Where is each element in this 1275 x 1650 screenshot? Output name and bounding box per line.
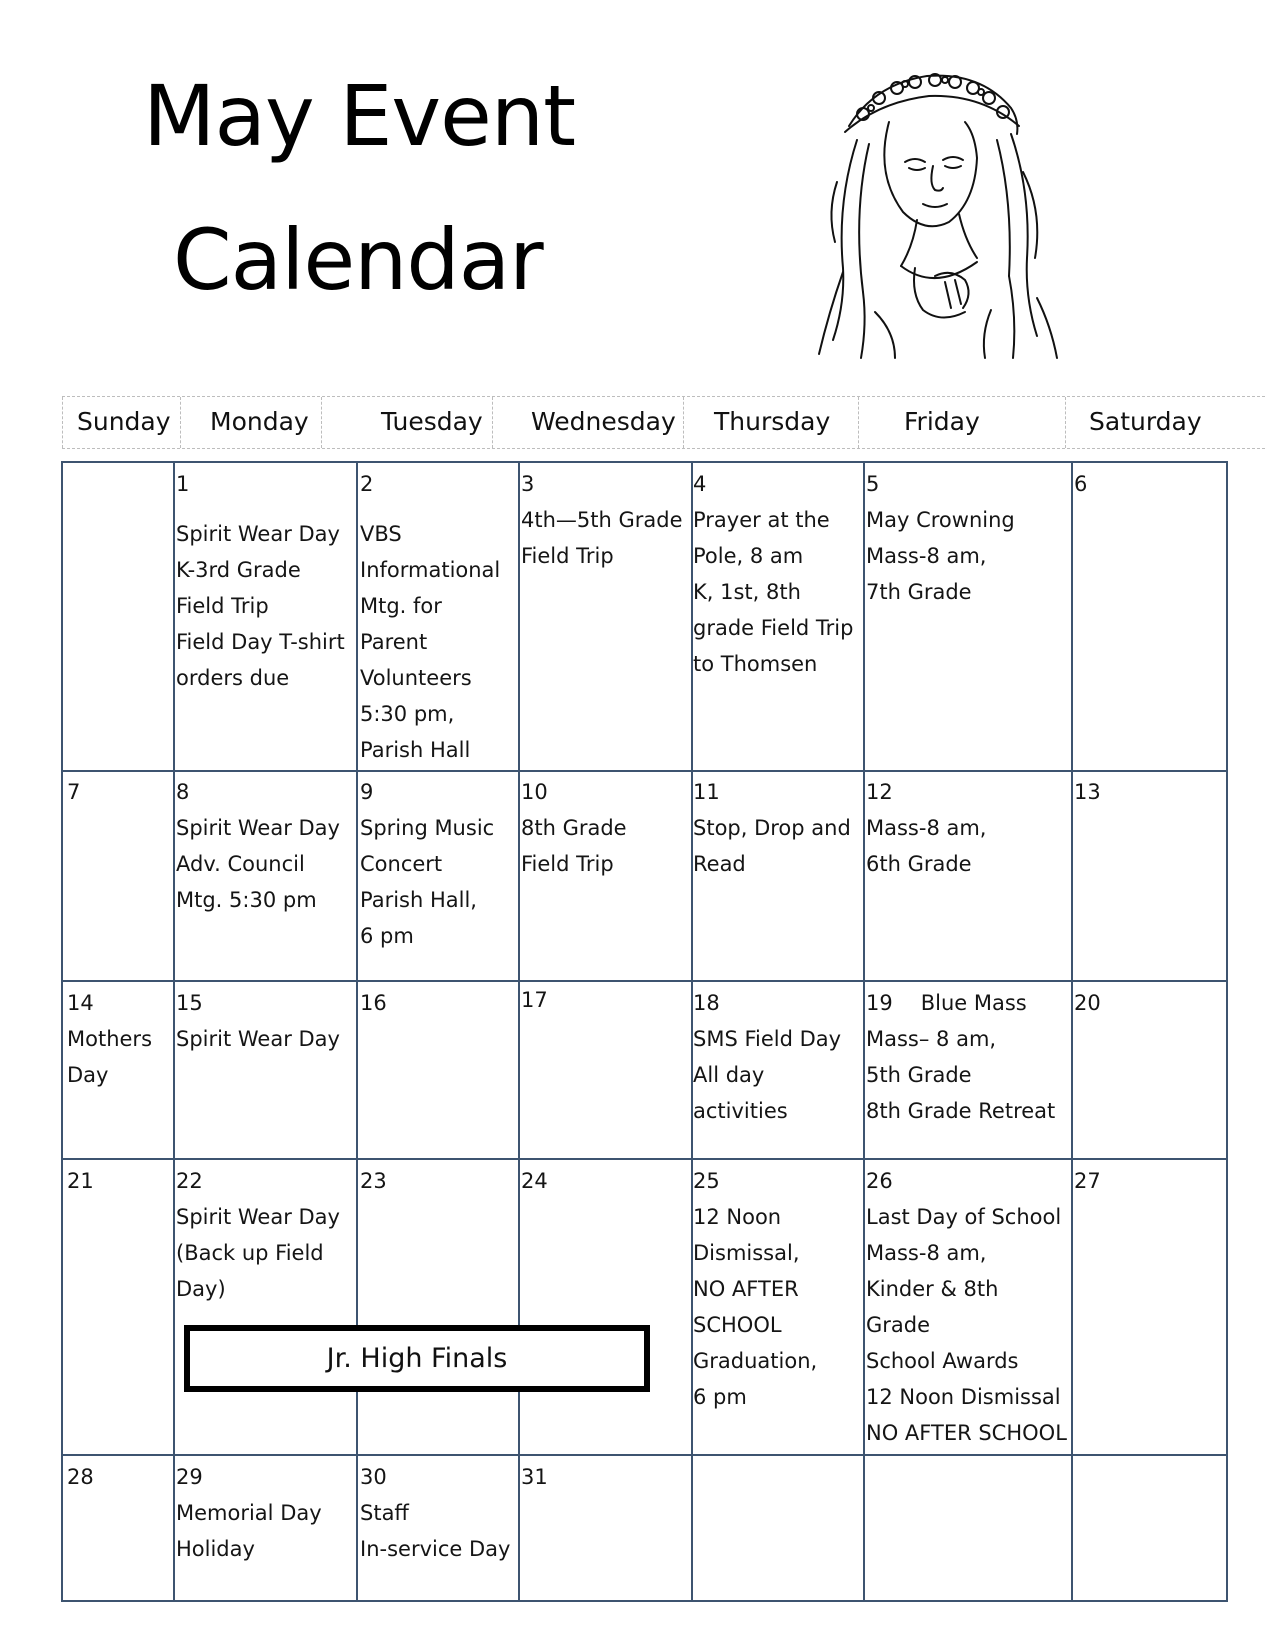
weekday-header: Sunday: [62, 397, 180, 448]
grid-line: [63, 980, 1226, 982]
event-line: 6th Grade: [866, 852, 972, 876]
day-cell-20: [1074, 985, 1101, 1021]
day-number: 14: [67, 991, 94, 1015]
day-cell-24: [521, 1163, 548, 1199]
day-cell-14: [67, 985, 152, 1093]
jr-high-finals-banner: Jr. High Finals: [184, 1325, 650, 1392]
day-cell-17: [521, 982, 548, 1018]
event-line: Grade: [866, 1313, 931, 1337]
weekday-header: Thursday: [683, 397, 858, 448]
day-number: 29: [176, 1465, 203, 1489]
event-line: Day): [176, 1277, 226, 1301]
event-line: 12 Noon: [693, 1205, 782, 1229]
day-cell-5: [866, 466, 1015, 610]
day-number: 23: [360, 1169, 387, 1193]
weekday-header: Monday: [180, 397, 321, 448]
event-line: Concert: [360, 852, 443, 876]
day-number: 21: [67, 1169, 94, 1193]
day-cell-3: [521, 466, 683, 574]
grid-line: [356, 463, 358, 1600]
day-number: 27: [1074, 1169, 1101, 1193]
day-number: 25: [693, 1169, 720, 1193]
day-number: 11: [693, 780, 720, 804]
day-cell-7: [67, 774, 80, 810]
day-number: 17: [521, 988, 548, 1012]
event-line: Parish Hall: [360, 738, 471, 762]
day-cell-31: [521, 1459, 548, 1495]
event-line: 6 pm: [693, 1385, 747, 1409]
day-number: 1: [176, 472, 190, 496]
day-cell-6: [1074, 466, 1087, 502]
grid-line: [63, 1454, 1226, 1456]
event-inline: Blue Mass: [920, 991, 1027, 1015]
event-line: School Awards: [866, 1349, 1019, 1373]
event-line: Graduation,: [693, 1349, 818, 1373]
day-cell-25: [693, 1163, 817, 1415]
day-number: 3: [521, 472, 535, 496]
event-line: Last Day of School: [866, 1205, 1062, 1229]
day-number: 7: [67, 780, 81, 804]
weekday-header: Friday: [858, 397, 1065, 448]
day-cell-12: [866, 774, 986, 882]
event-line: (Back up Field: [176, 1241, 324, 1265]
day-cell-10: [521, 774, 627, 882]
event-line: VBS: [360, 522, 402, 546]
event-line: Spirit Wear Day: [176, 1205, 340, 1229]
event-line: K, 1st, 8th: [693, 580, 801, 604]
day-cell-8: [176, 774, 340, 918]
day-number-row: [866, 985, 1055, 1021]
day-cell-11: [693, 774, 851, 882]
day-number: 20: [1074, 991, 1101, 1015]
day-number: 16: [360, 991, 387, 1015]
event-line: K-3rd Grade: [176, 558, 301, 582]
event-line: Pole, 8 am: [693, 544, 804, 568]
event-line: Parish Hall,: [360, 888, 477, 912]
grid-line: [1071, 463, 1073, 1600]
virgin-mary-crowned-icon: [805, 62, 1065, 362]
day-cell-29: [176, 1459, 322, 1567]
day-number: 15: [176, 991, 203, 1015]
event-line: Mass-8 am,: [866, 1241, 987, 1265]
day-number: 13: [1074, 780, 1101, 804]
event-line: NO AFTER: [693, 1277, 799, 1301]
event-line: Dismissal,: [693, 1241, 800, 1265]
grid-line: [518, 463, 520, 1600]
grid-line: [63, 770, 1226, 772]
day-number: 24: [521, 1169, 548, 1193]
page-title-line-1: May Event: [143, 67, 575, 165]
event-line: Prayer at the: [693, 508, 830, 532]
event-line: Holiday: [176, 1537, 255, 1561]
event-line: Memorial Day: [176, 1501, 322, 1525]
day-number: 19: [866, 991, 893, 1015]
event-line: Spirit Wear Day: [176, 1027, 340, 1051]
event-line: SMS Field Day: [693, 1027, 842, 1051]
event-line: orders due: [176, 666, 290, 690]
grid-line: [173, 463, 175, 1600]
day-cell-30: [360, 1459, 510, 1567]
day-cell-18: [693, 985, 841, 1129]
day-cell-16: [360, 985, 387, 1021]
event-line: Mtg. 5:30 pm: [176, 888, 317, 912]
weekday-header: Wednesday: [492, 397, 683, 448]
day-number: 30: [360, 1465, 387, 1489]
grid-line: [863, 463, 865, 1600]
day-cell-28: [67, 1459, 94, 1495]
event-line: 8th Grade: [521, 816, 627, 840]
event-line: Day: [67, 1063, 109, 1087]
weekday-header: Tuesday: [321, 397, 492, 448]
day-number: 9: [360, 780, 374, 804]
event-line: SCHOOL: [693, 1313, 782, 1337]
day-cell-2: [360, 466, 500, 768]
event-line: Kinder & 8th: [866, 1277, 999, 1301]
event-line: 6 pm: [360, 924, 414, 948]
day-number: 2: [360, 472, 374, 496]
event-line: Mass– 8 am,: [866, 1027, 997, 1051]
event-line: grade Field Trip: [693, 616, 854, 640]
event-line: activities: [693, 1099, 788, 1123]
event-line: Mothers: [67, 1027, 153, 1051]
day-cell-26: [866, 1163, 1067, 1451]
day-cell-4: [693, 466, 853, 682]
event-line: Read: [693, 852, 746, 876]
day-cell-9: [360, 774, 494, 954]
event-line: Informational: [360, 558, 501, 582]
event-line: All day: [693, 1063, 765, 1087]
event-line: Field Trip: [521, 544, 614, 568]
day-cell-21: [67, 1163, 94, 1199]
day-number: 5: [866, 472, 880, 496]
weekday-header-row: [62, 396, 1265, 449]
weekday-header: Saturday: [1065, 397, 1265, 448]
day-cell-15: [176, 985, 340, 1057]
event-line: Field Day T-shirt: [176, 630, 345, 654]
event-line: 12 Noon Dismissal: [866, 1385, 1061, 1409]
event-line: 7th Grade: [866, 580, 972, 604]
event-line: In-service Day: [360, 1537, 511, 1561]
event-line: Volunteers: [360, 666, 472, 690]
event-line: May Crowning: [866, 508, 1015, 532]
day-cell-27: [1074, 1163, 1101, 1199]
event-line: Spirit Wear Day: [176, 522, 340, 546]
day-number: 18: [693, 991, 720, 1015]
event-line: Staff: [360, 1501, 409, 1525]
day-number: 31: [521, 1465, 548, 1489]
day-cell-19: [866, 985, 1055, 1129]
event-line: 8th Grade Retreat: [866, 1099, 1056, 1123]
day-cell-13: [1074, 774, 1101, 810]
day-number: 26: [866, 1169, 893, 1193]
event-line: NO AFTER SCHOOL: [866, 1421, 1067, 1445]
event-line: 5:30 pm,: [360, 702, 455, 726]
event-line: Field Trip: [176, 594, 269, 618]
day-number: 4: [693, 472, 707, 496]
event-line: Mtg. for: [360, 594, 442, 618]
day-number: 28: [67, 1465, 94, 1489]
grid-line: [63, 1158, 1226, 1160]
day-number: 6: [1074, 472, 1088, 496]
day-cell-22: [176, 1163, 340, 1307]
event-line: Spring Music: [360, 816, 495, 840]
day-cell-23: [360, 1163, 387, 1199]
day-cell-1: [176, 466, 345, 696]
day-number: 12: [866, 780, 893, 804]
day-number: 8: [176, 780, 190, 804]
event-line: Field Trip: [521, 852, 614, 876]
day-number: 10: [521, 780, 548, 804]
event-line: 4th—5th Grade: [521, 508, 683, 532]
event-line: Stop, Drop and: [693, 816, 851, 840]
event-line: Mass-8 am,: [866, 816, 987, 840]
event-line: to Thomsen: [693, 652, 818, 676]
event-line: Adv. Council: [176, 852, 305, 876]
event-line: 5th Grade: [866, 1063, 972, 1087]
event-line: Mass-8 am,: [866, 544, 987, 568]
day-number: 22: [176, 1169, 203, 1193]
event-line: Parent: [360, 630, 428, 654]
page-title-line-2: Calendar: [173, 211, 543, 309]
event-line: Spirit Wear Day: [176, 816, 340, 840]
